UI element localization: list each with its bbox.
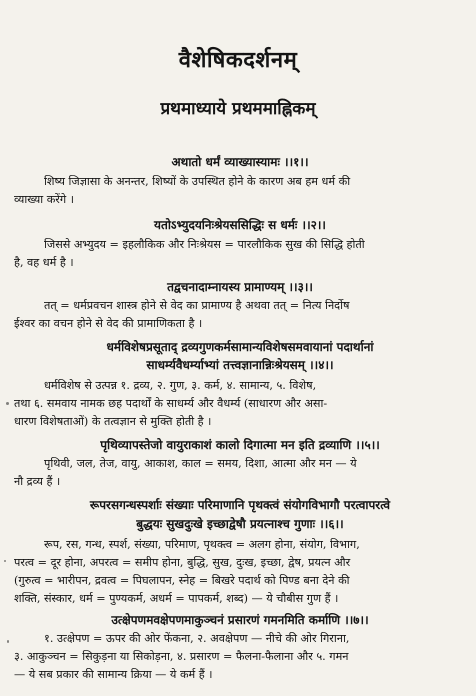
commentary-line: ईश्वर का वचन होने से वेद की प्रामाणिकता है ।: [14, 317, 203, 330]
commentary-line: शक्ति, संस्कार, धर्म = पुण्यकर्म, अधर्म = पापकर्म, शब्द) — ये चौबीस गुण हैं ।: [14, 592, 339, 605]
commentary-line: धारण विशेषताओं) के तत्वज्ञान से मुक्ति होती है ।: [14, 415, 212, 428]
commentary-line: तथा ६. समवाय नामक छह पदार्थों के साधर्म्य और वैधर्म्य (साधारण और असा-: [14, 397, 328, 410]
page-title: वैशेषिकदर्शनम्: [178, 47, 298, 73]
sutra-6-continued: बुद्धयः सुखदुःखे इच्छाद्वेषौ प्रयत्नाश्च गुणाः ।।६।।: [136, 517, 344, 531]
commentary-line: — ये सब प्रकार की सामान्य क्रिया — ये कर्म हैं ।: [14, 668, 213, 681]
sutra-2: यतोऽभ्युदयनिःश्रेयससिद्धिः स धर्मः ।।२।।: [154, 218, 326, 232]
commentary-line: जिससे अभ्युदय = इहलौकिक और निःश्रेयस = पारलौकिक सुख की सिद्धि होती: [44, 238, 365, 251]
sutra-5: पृथिव्यापस्तेजो वायुराकाशं कालो दिगात्मा मन इति द्रव्याणि ।।५।।: [100, 438, 380, 452]
commentary-line: व्याख्या करेंगे ।: [14, 193, 74, 206]
commentary-line: पृथिवी, जल, तेज, वायु, आकाश, काल = समय, दिशा, आत्मा और मन — ये: [44, 457, 357, 470]
commentary-line: है, वह धर्म है ।: [14, 256, 74, 269]
commentary-line: नौ द्रव्य हैं ।: [14, 475, 61, 488]
sutra-3: तद्वचनादाम्नायस्य प्रामाण्यम् ।।३।।: [167, 280, 313, 294]
commentary-line: रूप, रस, गन्ध, स्पर्श, संख्या, परिमाण, पृथक्त्व = अलग होना, संयोग, विभाग,: [44, 538, 360, 551]
sutra-7: उत्क्षेपणमवक्षेपणमाकुञ्चनं प्रसारणं गमनमिति कर्माणि ।।७।।: [111, 613, 369, 627]
commentary-line: (गुरुत्व = भारीपन, द्रवत्व = पिघलापन, स्नेह = बिखरे पदार्थ को पिण्ड बना देने की: [14, 574, 350, 587]
sutra-4-continued: साधर्म्यवैधर्म्याभ्यां तत्त्वज्ञानान्निःश्रेयसम् ।।४।।: [146, 358, 334, 372]
scan-speck: [4, 560, 6, 562]
sutra-6: रूपरसगन्धस्पर्शाः संख्याः परिमाणानि पृथक्त्वं संयोगविभागौ परत्वापरत्वे: [89, 498, 391, 512]
commentary-line: १. उत्क्षेपण = ऊपर की ओर फेंकना, २. अवक्षेपण — नीचे की ओर गिराना,: [44, 632, 350, 645]
commentary-line: परत्व = दूर होना, अपरत्व = समीप होना, बुद्धि, सुख, दुःख, इच्छा, द्वेष, प्रयत्न और: [14, 556, 351, 569]
sutra-4: धर्मविशेषप्रसूताद् द्रव्यगुणकर्मसामान्यविशेषसमवायानां पदार्थानां: [106, 340, 374, 354]
scan-speck: [6, 402, 9, 405]
scan-speck: [7, 640, 9, 643]
commentary-line: धर्मविशेष से उत्पन्न १. द्रव्य, २. गुण, ३. कर्म, ४. सामान्य, ५. विशेष,: [44, 379, 317, 392]
sutra-1: अथातो धर्मं व्याख्यास्यामः ।।१।।: [171, 155, 309, 169]
commentary-line: शिष्य जिज्ञासा के अनन्तर, शिष्यों के उपस्थित होने के कारण अब हम धर्म की: [44, 175, 351, 188]
commentary-line: ३. आकुञ्चन = सिकुड़ना या सिकोड़ना, ४. प्रसारण = फैलना-फैलाना और ५. गमन: [14, 650, 349, 663]
chapter-heading: प्रथमाध्याये प्रथममाह्निकम्: [160, 99, 316, 119]
commentary-line: तत् = धर्मप्रवचन शास्त्र होने से वेद का प्रामाण्य है अथवा तत् = नित्य निर्दोष: [44, 299, 350, 312]
